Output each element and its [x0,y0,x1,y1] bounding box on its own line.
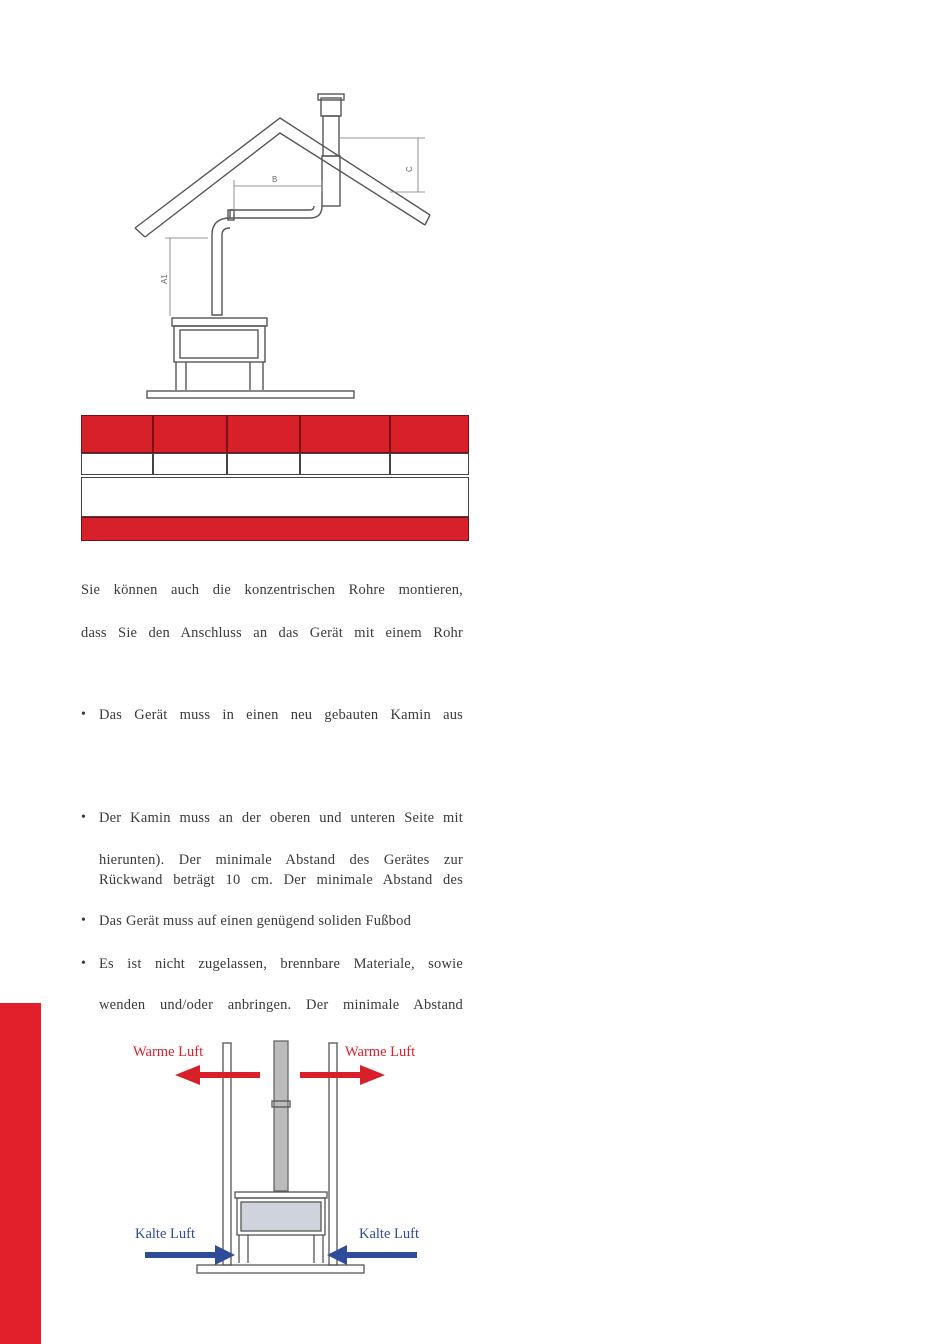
airflow-drawing [120,1035,440,1280]
bullet-dot: • [81,956,86,971]
table-value-cell [300,453,390,475]
bullet-line: hierunten). Der minimale Abstand des Gerätes zur [99,852,463,868]
side-accent-bar [0,1003,41,1344]
airflow-diagram [120,1035,440,1280]
table-value-cell [390,453,469,475]
bullet-dot: • [81,810,86,825]
bullet-line: Das Gerät muss in einen neu gebauten Kamin aus [99,707,463,723]
bullet-line: Es ist nicht zugelassen, brennbare Materiale, sowie [99,956,463,972]
table-value-cell [227,453,300,475]
bullet-line: Rückwand beträgt 10 cm. Der minimale Abstand des [99,872,463,888]
dim-label-c: C [405,166,414,172]
cold-air-label-right: Kalte Luft [359,1226,419,1242]
table-value-cell [153,453,227,475]
bullet-line: Der Kamin muss an der oberen und unteren Seite mit [99,810,463,826]
table-header-cell [81,415,153,453]
warm-air-label-left: Warme Luft [133,1044,204,1060]
paragraph-line: Sie können auch die konzentrischen Rohre montieren, [81,582,463,598]
table-header-cell [153,415,227,453]
table-header-cell [227,415,300,453]
warm-air-label-right: Warme Luft [345,1044,416,1060]
table-header-cell [300,415,390,453]
bullet-dot: • [81,913,86,928]
table-footer [81,517,469,541]
chimney-roof-diagram [100,80,460,410]
table-value-cell [81,453,153,475]
cold-air-label-left: Kalte Luft [135,1226,195,1242]
bullet-line: wenden und/oder anbringen. Der minimale Abstand [99,997,463,1013]
dim-label-a1: A1 [160,274,169,284]
paragraph-line: dass Sie den Anschluss an das Gerät mit einem Rohr [81,625,463,641]
bullet-dot: • [81,707,86,722]
bullet-line: Das Gerät muss auf einen genügend soliden Fußbod [99,913,412,929]
table-wide-row [81,477,469,517]
table-header-cell [390,415,469,453]
dim-label-b: B [272,175,278,184]
